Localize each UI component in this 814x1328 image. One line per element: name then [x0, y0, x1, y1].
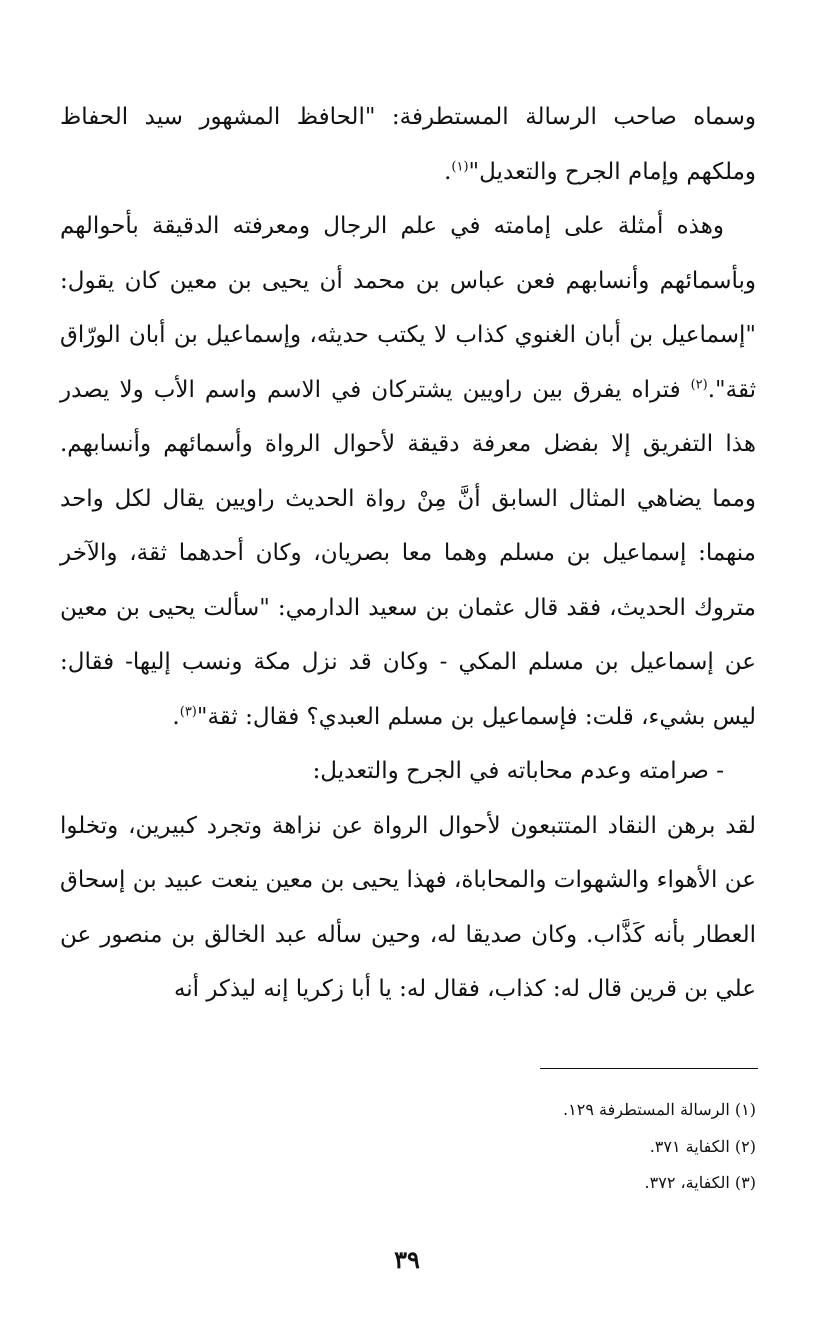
paragraph-1: وسماه صاحب الرسالة المستطرفة: "الحافظ المشهور سيد الحفاظ وملكهم وإمام الجرح والتعديل"$^{(١)}$. — [60, 104, 756, 185]
footnote-2: (٢) الكفاية ٣٧١. — [649, 1136, 756, 1156]
footnote-ref-2: (٢) — [690, 376, 708, 392]
paragraph-2: وهذه أمثلة على إمامته في علم الرجال ومعرفته الدقيقة بأحوالهم وبأسمائهم وأنسابهم فعن عباس بن محمد أن يحيى بن معين كان يقول: "إسماعيل بن أبان الغنوي كذاب لا يكتب حديثه، وإسماعيل بن أبان الورّاق ثقة".$^{(٢)}$ فتراه يفرق بين راويين يشتركان في الاسم واسم الأب ولا يصدر هذا التفريق إلا بفضل معرفة دقيقة لأحوال الرواة وأسمائهم وأنسابهم. ومما يضاهي المثال السابق أنَّ مِنْ رواة الحديث راويين يقال لكل واحد منهما: إسماعيل بن مسلم وهما معا بصريان، وكان أحدهما ثقة، والآخر متروك الحديث، فقد قال عثمان بن سعيد الدارمي: "سألت يحيى بن معين عن إسماعيل بن مسلم المكي - وكان قد نزل مكة ونسب إليها- فقال: ليس بشيء، قلت: فإسماعيل بن مسلم العبدي؟ فقال: ثقة"$^{(٣)}$. — [60, 213, 756, 730]
section-heading: - صرامته وعدم محاباته في الجرح والتعديل: — [312, 758, 724, 784]
main-text — [60, 90, 756, 1017]
footnote-separator — [540, 1068, 758, 1069]
footnote-ref-3: (٣) — [179, 703, 197, 719]
footnote-ref-1: (١) — [451, 158, 469, 174]
footnotes — [400, 1092, 756, 1202]
page-number: ٣٩ — [394, 1245, 420, 1274]
paragraph-3: لقد برهن النقاد المتتبعون لأحوال الرواة عن نزاهة وتجرد كبيرين، وتخلوا عن الأهواء والشهوات والمحاباة، فهذا يحيى بن معين ينعت عبيد بن إسحاق العطار بأنه كَذَّاب. وكان صديقا له، وحين سأله عبد الخالق بن منصور عن علي بن قرين قال له: كذاب، فقال له: يا أبا زكريا إنه ليذكر أنه — [60, 812, 756, 1002]
footnote-3: (٣) الكفاية، ٣٧٢. — [644, 1173, 756, 1192]
footnote-1: (١) الرسالة المستطرفة ١٢٩. — [563, 1100, 756, 1119]
